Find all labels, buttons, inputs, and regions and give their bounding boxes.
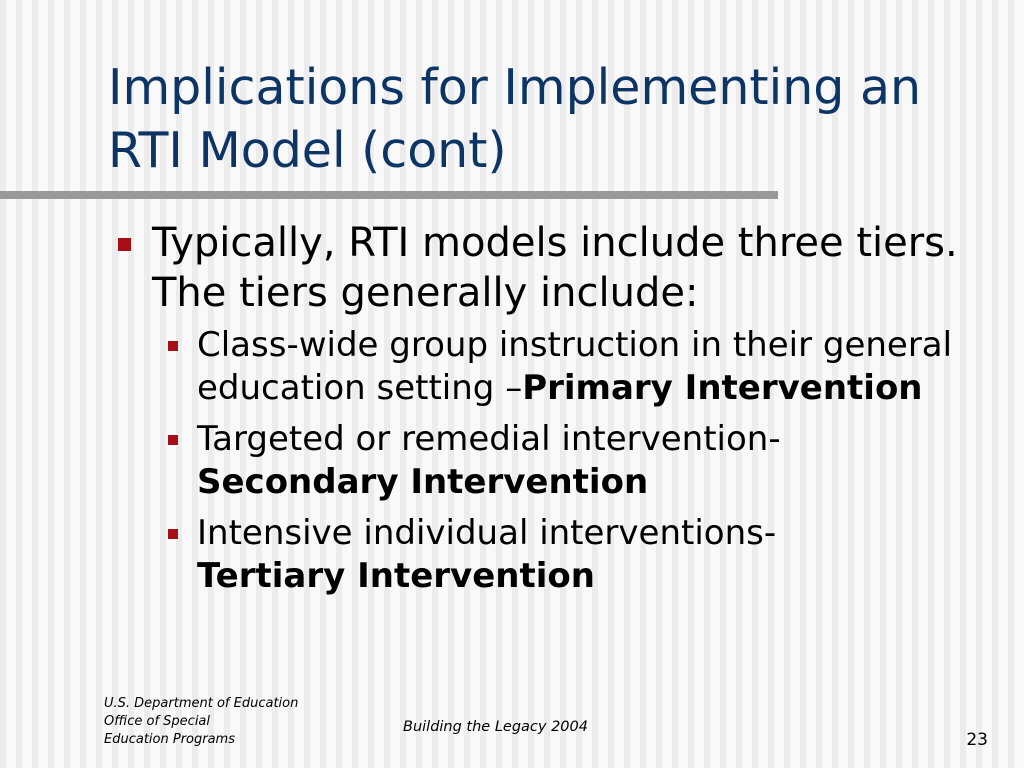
page-number: 23 (966, 730, 988, 750)
footer-title: Building the Legacy 2004 (403, 719, 588, 735)
footer-org-line1: U.S. Department of Education (104, 696, 299, 711)
slide-title (108, 56, 988, 182)
slide-title-line1: Implications for Implementing an (108, 59, 922, 116)
bullet-text: Typically, RTI models include three tiers. The tiers generally include: (152, 220, 958, 316)
square-bullet-icon (168, 435, 178, 445)
slide-content (0, 218, 1024, 598)
title-divider (0, 191, 778, 199)
footer-organization (104, 695, 298, 749)
footer-org-line3: Education Programs (104, 732, 235, 747)
sub-bullet-emphasis: Primary Intervention (522, 368, 923, 408)
sub-bullet-primary (197, 324, 957, 410)
sub-bullet-text: Intensive individual interventions- (197, 513, 777, 553)
bullet-three-tiers (152, 218, 982, 318)
square-bullet-icon (168, 341, 178, 351)
square-bullet-icon (118, 238, 131, 251)
sub-bullet-emphasis: Tertiary Intervention (197, 556, 595, 596)
sub-bullet-text: Targeted or remedial intervention- (197, 419, 781, 459)
sub-bullet-text: Class-wide group instruction in their general education setting – (197, 325, 953, 408)
sub-bullet-tertiary (197, 512, 957, 598)
square-bullet-icon (168, 529, 178, 539)
footer-org-line2: Office of Special (104, 714, 211, 729)
sub-bullet-emphasis: Secondary Intervention (197, 462, 649, 502)
slide-title-line2: RTI Model (cont) (108, 122, 507, 179)
sub-bullet-secondary (197, 418, 957, 504)
